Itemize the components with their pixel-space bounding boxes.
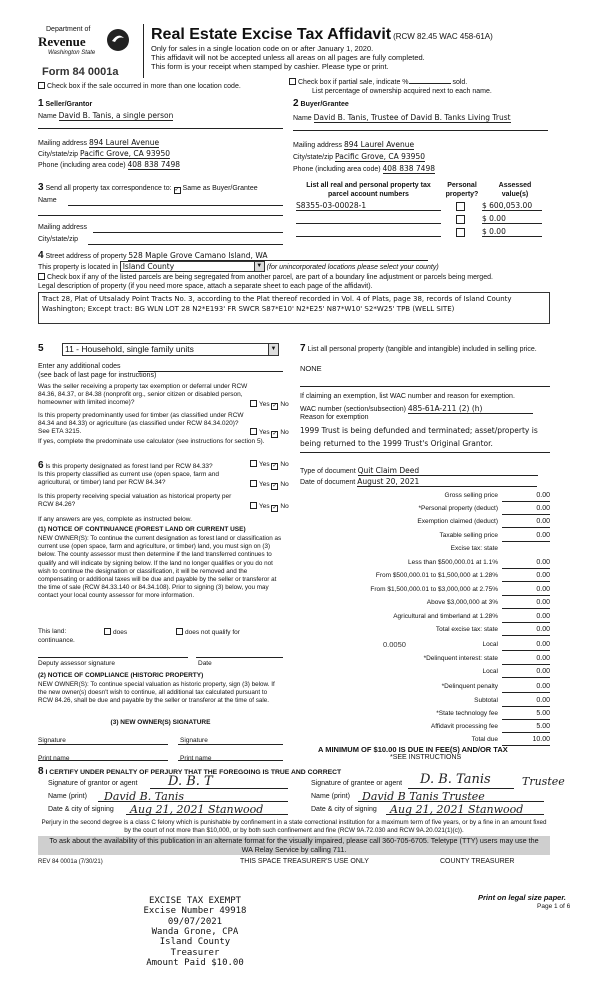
buyer-city-label: City/state/zip (293, 154, 334, 161)
grantor-date-city[interactable]: Aug 21, 2021 Stanwood (130, 803, 264, 816)
form-number: Form 84 0001a (42, 66, 119, 78)
stamp-line-6: Amount Paid $10.00 (146, 958, 244, 969)
stamp-line-5: Island County Treasurer (159, 937, 231, 958)
deputy-date-label: Date (198, 660, 212, 667)
tax-row-value[interactable]: 0.00 (502, 492, 550, 502)
yes-label: Yes (259, 503, 270, 510)
seller-city-label: City/state/zip (38, 151, 79, 158)
s6-q2-yes-checkbox[interactable] (250, 480, 257, 487)
header-divider (143, 24, 144, 78)
no-label: No (280, 481, 289, 488)
county-treasurer: COUNTY TREASURER (440, 858, 515, 865)
tax-row (308, 505, 550, 514)
tax-row (308, 736, 550, 745)
does-not-label: does not qualify for (185, 629, 240, 636)
tax-row-value[interactable]: 0.00 (502, 518, 550, 528)
notice3-title: (3) NEW OWNER(S) SIGNATURE (110, 719, 211, 726)
no-label: No (280, 401, 289, 408)
personal-property-list[interactable]: NONE (300, 364, 322, 373)
does-label: does (113, 629, 128, 636)
tax-row (308, 641, 550, 650)
s6-q1-yes-checkbox[interactable] (250, 460, 257, 467)
tax-row-value[interactable]: 0.00 (502, 532, 550, 542)
tax-row-label: *State technology fee (436, 710, 498, 717)
tax-row-label: From $1,500,000.01 to $3,000,000 at 2.75% (370, 586, 498, 593)
dept-line2: Revenue (38, 34, 86, 49)
assessed-value[interactable]: $ 600,053.00 (482, 201, 542, 211)
tax-row (308, 586, 550, 595)
tax-row-label: Local (482, 668, 498, 675)
seller-city[interactable]: Pacific Grove, CA 93950 (80, 149, 171, 158)
chevron-down-icon: ▼ (254, 262, 264, 271)
seller-phone-label: Phone (including area code) (38, 162, 126, 169)
multi-location-label: Check box if the sale occurred in more than one location code. (47, 83, 241, 90)
tax-row-value[interactable]: 0.00 (502, 505, 550, 515)
tax-row-label: Local (482, 641, 498, 648)
personal-property-checkbox[interactable] (456, 215, 465, 224)
tax-row-value[interactable]: 5.00 (502, 723, 550, 733)
grantor-signature[interactable]: D. B. T (168, 774, 213, 789)
stamp-line-2: Excise Number 49918 (143, 906, 247, 917)
tax-row-label: Subtotal (474, 697, 498, 704)
s6-q2: Is this property classified as current use (open space, farm and agricultural, or timber) land per RCW 84.34? (38, 471, 220, 487)
does-checkbox[interactable] (104, 628, 111, 635)
tax-row (308, 518, 550, 527)
s6-q3-no-checkbox[interactable]: ✓ (272, 505, 278, 511)
buyer-phone[interactable]: 408 838 7498 (382, 164, 436, 173)
grantee-sig-label: Signature of grantee or agent (311, 780, 403, 787)
s5-q1-yes-checkbox[interactable] (250, 400, 257, 407)
tax-row (308, 723, 550, 732)
buyer-addr-label: Mailing address (293, 142, 343, 149)
tax-row-label: Excise tax: state (450, 545, 498, 552)
stamp-line-3: 09/07/2021 (167, 916, 223, 927)
tax-row (308, 545, 550, 554)
tax-row-value[interactable]: 0.00 (502, 613, 550, 623)
notice1-title: (1) NOTICE OF CONTINUANCE (FOREST LAND OR CURRENT USE) (38, 526, 246, 533)
yes-label: Yes (259, 461, 270, 468)
parcel-number[interactable] (296, 227, 441, 237)
tax-row-value[interactable]: 5.00 (502, 710, 550, 720)
grantor-name[interactable]: David B. Tanis (104, 790, 185, 803)
county-note: (for unincorporated locations please select your county) (266, 264, 439, 271)
personal-property-checkbox[interactable] (456, 202, 465, 211)
legal-description[interactable]: Tract 28, Plat of Utsalady Point Tracts No. 3, according to the Plat thereof recorded in Vol. 4 of Plats, page 38, records of Island County Washington; Except tract: BG WLN LOT 28 N2*E193' FR SWCR S87*E10' N2*E25' N87*W10' S2*W25' TPB (WELL SITE) (38, 292, 550, 324)
s5-q1: Was the seller receiving a property tax exemption or deferral under RCW 84.36, 84.37, or 84.38 (nonprofit org., senior citizen or disabled person, homeowner with limited income)? (38, 383, 248, 407)
tax-row-label: *Delinquent penalty (441, 683, 498, 690)
subtitle-1: Only for sales in a single location code on or after January 1, 2020. (151, 44, 374, 53)
parcel-row (296, 201, 548, 212)
this-land-label: This land: (38, 628, 67, 635)
treasurer-only: THIS SPACE TREASURER'S USE ONLY (240, 858, 369, 865)
grantee-date-city[interactable]: Aug 21, 2021 Stanwood (390, 803, 524, 816)
tax-row-label: Exemption claimed (deduct) (417, 518, 498, 525)
segregated-label: Check box if any of the listed parcels are being segregated from another parcel, are part of a boundary line adjustment or parcels being merged. (47, 274, 493, 281)
tax-row-value[interactable]: 0.00 (502, 683, 550, 693)
exempt-text: If claiming an exemption, list WAC number and reason for exemption. (300, 393, 515, 400)
doc-type-label: Type of document (300, 468, 356, 475)
tax-row (308, 668, 550, 677)
s5-q1-no-checkbox[interactable]: ✓ (272, 403, 278, 409)
same-as-buyer-label: Same as Buyer/Grantee (182, 185, 258, 192)
tax-row-label: Affidavit processing fee (430, 723, 498, 730)
tax-row (308, 710, 550, 719)
tax-row-value[interactable]: 0.00 (502, 559, 550, 569)
tax-row (308, 613, 550, 622)
buyer-addr[interactable]: 894 Laurel Avenue (343, 140, 415, 149)
notice1-text: NEW OWNER(S): To continue the current designation as forest land or classification as current use (open space, farm and agriculture, or timber) land, you must sign on (3) below. The county assessor must then determine if the land transferred continues to qualify and will indicate by signing below. If the land no longer qualifies or you do not wish to continue the designation or classification, it will be removed and the compensating or additional taxes will be due and payable by the seller or transferor at the time of sale (RCW 84.33.140 or 84.34.108). Prior to signing (3) below, you may contact your local county assessor for more information. (38, 535, 282, 600)
tax-row-value[interactable]: 10.00 (502, 736, 550, 746)
dept-line3: Washington State (48, 50, 96, 56)
county-value: Island County (122, 262, 175, 271)
doc-type[interactable]: Quit Claim Deed (358, 466, 538, 476)
no-label: No (280, 429, 289, 436)
s3-name-label: Name (38, 197, 57, 204)
tax-row-label: *Personal property (deduct) (418, 505, 498, 512)
doc-date[interactable]: August 20, 2021 (357, 477, 537, 487)
legal-label: Legal description of property (if you need more space, attach a separate sheet to each page of the affidavit). (38, 283, 373, 290)
assessed-value[interactable]: $ 0.00 (482, 227, 542, 237)
owner-sig-label-1: Signature (38, 737, 66, 744)
stamp-line-1: EXCISE TAX EXEMPT (148, 896, 242, 906)
street-label: Street address of property (45, 253, 127, 260)
see-back-note: (see back of last page for instructions) (38, 372, 157, 379)
add-codes-label: Enter any additional codes (38, 363, 121, 370)
use-code-select[interactable] (62, 343, 279, 356)
s5-q2b: If yes, complete the predominate use calculator (see instructions for section 5). (38, 438, 265, 445)
seller-name[interactable]: David B. Tanis, a single person (58, 111, 174, 120)
s6-ifyes: If any answers are yes, complete as instructed below. (38, 516, 192, 523)
personal-property-checkbox[interactable] (456, 228, 465, 237)
yes-label: Yes (259, 429, 270, 436)
s3-addr-label: Mailing address (38, 224, 88, 231)
located-label: This property is located in (38, 264, 118, 271)
seller-addr[interactable]: 894 Laurel Avenue (88, 138, 160, 147)
segregated-checkbox[interactable] (38, 273, 45, 280)
tax-row-label: Above $3,000,000 at 3% (426, 599, 498, 606)
personal-col-header: Personal property? (445, 182, 479, 198)
exemption-reason[interactable]: 1999 Trust is being defunded and terminated; asset/property is being returned to the 1999 Trust's Original Grantor. (300, 426, 538, 449)
wac-number[interactable]: 485-61A-211 (2) (h) (408, 404, 533, 414)
no-label: No (280, 503, 289, 510)
multi-location-checkbox[interactable] (38, 82, 45, 89)
s3-text: Send all property tax correspondence to: (45, 185, 172, 192)
owner-sig-label-2: Signature (180, 737, 208, 744)
tax-row-label: Taxable selling price (439, 532, 498, 539)
yes-label: Yes (259, 481, 270, 488)
tax-row (308, 599, 550, 608)
dor-logo (38, 26, 133, 70)
parcel-col-header: List all real and personal property tax parcel account numbers (306, 182, 431, 198)
stamp-line-4: Wanda Grone, CPA (151, 927, 239, 938)
form-title-ref: (RCW 82.45 WAC 458-61A) (393, 32, 493, 41)
yes-label: Yes (259, 401, 270, 408)
tax-row-value[interactable]: 0.00 (502, 655, 550, 665)
buyer-heading: Buyer/Grantee (300, 101, 349, 108)
seller-addr-label: Mailing address (38, 140, 88, 147)
tax-row-value[interactable]: 0.00 (502, 572, 550, 582)
page-number: Page 1 of 6 (537, 903, 571, 910)
owner-print-label-1: Print name (38, 755, 70, 762)
exempt-stamp (140, 896, 250, 968)
s7-text: List all personal property (tangible and intangible) included in selling price. (307, 346, 537, 353)
rev-number: REV 84 0001a (7/30/21) (38, 859, 103, 865)
see-instructions: *SEE INSTRUCTIONS (390, 754, 462, 761)
perjury-note: Perjury in the second degree is a class C felony which is punishable by confinement in a state correctional institution for a maximum term of five years, or by a fine in an amount fixed by the court of not more than $10,000, or by both such confinement and fine (RCW 9A.72.030 and RCW 9A.20.021(1)(c)). (41, 819, 547, 834)
s6-q2-no-checkbox[interactable]: ✓ (272, 483, 278, 489)
tax-row-label: Total due (471, 736, 498, 743)
wa-swirl-icon (106, 28, 130, 52)
grantor-date-label: Date & city of signing (48, 806, 114, 813)
tax-row-label: Agricultural and timberland at 1.28% (393, 613, 498, 620)
seller-phone[interactable]: 408 838 7498 (127, 160, 181, 169)
accessibility-note: To ask about the availability of this publication in an alternate format for the visually impaired, please call 360-705-6705. Teletype (TTY) users may use the WA Relay Service by calling 711. (38, 836, 550, 855)
tax-row (308, 655, 550, 664)
s5-q2: Is this property predominantly used for timber (as classified under RCW 84.34 and 84.33) or agriculture (as classified under RCW 84.34.020)? See ETA 3215. (38, 412, 244, 436)
tax-row (308, 626, 550, 635)
tax-row (308, 572, 550, 581)
deputy-sig-label: Deputy assessor signature (38, 660, 115, 667)
subtitle-3: This form is your receipt when stamped by cashier. Please type or print. (151, 62, 389, 71)
continuance-label: continuance. (38, 637, 75, 644)
partial-sale-checkbox[interactable] (289, 78, 296, 85)
buyer-phone-label: Phone (including area code) (293, 166, 381, 173)
tax-row-value[interactable]: 0.00 (502, 626, 550, 636)
wac-label: WAC number (section/subsection) (300, 406, 406, 413)
tax-row-label: *Delinquent interest: state (423, 655, 498, 662)
s6-q1-no-checkbox[interactable]: ✓ (272, 463, 278, 469)
grantee-date-label: Date & city of signing (311, 806, 377, 813)
grantor-sig-label: Signature of grantor or agent (48, 780, 138, 787)
s5-q2-yes-checkbox[interactable] (250, 428, 257, 435)
seller-name-label: Name (38, 113, 57, 120)
notice2-text: NEW OWNER(S): To continue special valuation as historic property, sign (3) below. If the new owner(s) doesn't wish to continue, all additional tax calculated pursuant to RCW 84.26, shall be due and payable by the seller or transferor at the time of sale. (38, 681, 275, 705)
form-title: Real Estate Excise Tax Affidavit (151, 26, 392, 43)
parcel-number[interactable] (296, 214, 441, 224)
certify-text: I CERTIFY UNDER PENALTY OF PERJURY THAT THE FOREGOING IS TRUE AND CORRECT (45, 769, 342, 776)
parcel-row (296, 214, 548, 225)
buyer-name-label: Name (293, 115, 312, 122)
use-code-value: 11 - Household, single family units (65, 344, 194, 354)
partial-sold-label: sold. (452, 79, 468, 86)
tax-row (308, 683, 550, 692)
tax-row-label: Total excise tax: state (435, 626, 498, 633)
s6-q1: Is this property designated as forest land per RCW 84.33? (45, 463, 213, 470)
tax-row-value[interactable]: 0.00 (502, 599, 550, 609)
owner-print-label-2: Print name (180, 755, 212, 762)
doc-date-label: Date of document (300, 479, 356, 486)
chevron-down-icon: ▼ (268, 344, 278, 355)
tax-row-label: From $500,000.01 to $1,500,000 at 1.28% (375, 572, 498, 579)
s6-q3: Is this property receiving special valuation as historical property per RCW 84.26? (38, 493, 232, 509)
tax-row-label: Gross selling price (444, 492, 498, 499)
assessed-col-header: Assessed value(s) (498, 182, 532, 198)
s3-city-label: City/state/zip (38, 236, 79, 243)
parcel-number[interactable]: S8355-03-00028-1 (296, 201, 441, 211)
tax-row (308, 532, 550, 541)
grantor-name-label: Name (print) (48, 793, 87, 800)
tax-row-label: Less than $500,000.01 at 1.1% (408, 559, 498, 566)
grantee-name-label: Name (print) (311, 793, 350, 800)
assessed-value[interactable]: $ 0.00 (482, 214, 542, 224)
buyer-name[interactable]: David B. Tanis, Trustee of David B. Tanks Living Trust (313, 113, 511, 122)
s6-q3-yes-checkbox[interactable] (250, 502, 257, 509)
minimum-due: A MINIMUM OF $10.00 IS DUE IN FEE(S) AND/OR TAX (318, 745, 508, 754)
seller-heading: Seller/Grantor (45, 101, 93, 108)
partial-sale-label: Check box if partial sale, indicate % (298, 79, 409, 86)
same-as-buyer-checkbox[interactable]: ✓ (174, 187, 180, 193)
trustee-note: Trustee (522, 775, 565, 788)
tax-row (308, 492, 550, 501)
tax-row-value[interactable]: 0.00 (502, 668, 550, 678)
tax-row-value[interactable]: 0.00 (502, 586, 550, 596)
no-label: No (280, 461, 289, 468)
subtitle-2: This affidavit will not be accepted unless all areas on all pages are fully completed. (151, 53, 425, 62)
grantee-name[interactable]: David B Tanis Trustee (362, 790, 485, 803)
parcel-row (296, 227, 548, 238)
reason-label: Reason for exemption (300, 414, 369, 421)
local-rate: 0.0050 (383, 640, 406, 649)
buyer-city[interactable]: Pacific Grove, CA 93950 (335, 152, 426, 161)
tax-row-value[interactable]: 0.00 (502, 641, 550, 651)
county-select[interactable] (120, 261, 265, 272)
s5-q2-no-checkbox[interactable]: ✓ (272, 431, 278, 437)
does-not-checkbox[interactable] (176, 628, 183, 635)
partial-note: List percentage of ownership acquired next to each name. (312, 88, 492, 95)
dept-line1: Department of (46, 26, 91, 33)
tax-row-value[interactable]: 0.00 (502, 697, 550, 707)
tax-row (308, 697, 550, 706)
grantee-signature[interactable]: D. B. Tanis (420, 772, 491, 787)
tax-row (308, 559, 550, 568)
notice2-title: (2) NOTICE OF COMPLIANCE (HISTORIC PROPERTY) (38, 672, 204, 679)
street-address[interactable]: 528 Maple Grove Camano Island, WA (128, 251, 428, 261)
legal-paper: Print on legal size paper. (478, 893, 566, 902)
